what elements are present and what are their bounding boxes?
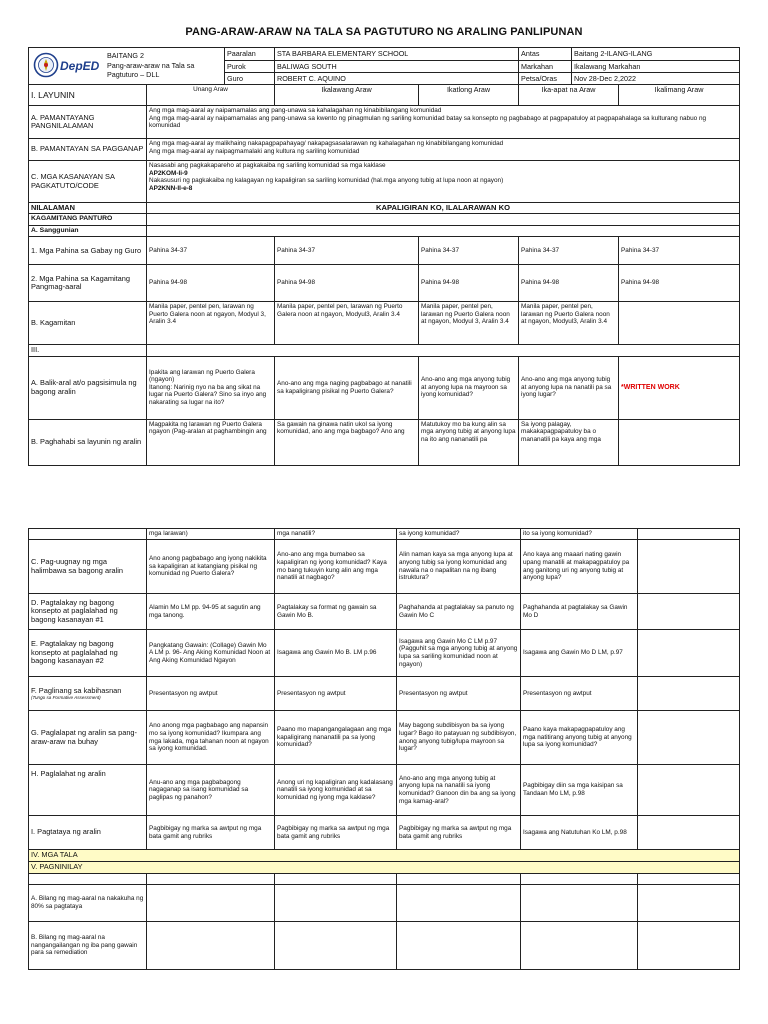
paglalapat-cell: Paano mo mapangangalagaan ang mga kapaligirang nananatili pa sa iyong komunidad? xyxy=(275,711,397,765)
dll-table-page-1 xyxy=(28,47,740,466)
pamantayang-pangnilalaman-text: Ang mga mag-aaral ay naipamamalas ang pang-unawa sa kahalagahan ng kinabibilangang komunidad Ang mga mag-aaral ay naipamamalas ang pang-unawa sa kwento ng pinagmulan ng sariling komunidad batay sa konsepto ng pagbabago at pagpapatuloy at pagpapahalaga sa kulturang nabuo ng komunidad xyxy=(147,106,740,139)
kagamitang-pangmag-aaral-cell: Pahina 94-98 xyxy=(619,265,740,302)
paghahabi-label: B. Paghahabi sa layunin ng aralin xyxy=(29,419,147,465)
kasanayan-text: Nasasabi ang pagkakapareho at pagkakaiba ng sariling komunidad sa mga kaklase AP2KOM-Ii-9 Nakasusuri ng pagkakaiba ng kalagayan ng kapaligiran sa sariling komunidad (hal.mga anyong tubig at lupa noon at ngayon) AP2KNN-II-e-8 xyxy=(147,161,740,203)
day-1-heading: Unang Araw xyxy=(147,85,275,106)
pagtalakay-2-cell: Pangkatang Gawain: (Collage) Gawin Mo A LM p. 96- Ang Aking Komunidad Noon at Ang Aking Komunidad Ngayon xyxy=(147,630,275,677)
paglalapat-cell: Ano anong mga pagbabago ang napansin mo sa iyong komunidad? Ikumpara ang mga lakada, mga tahanan noon at ngayon sa iyong komunidad. xyxy=(147,711,275,765)
pag-uugnay-cell: Ano kaya ang maaari nating gawin upang manatili at makapagpatuloy pa ang ganitong uri ng anyong tubig at anyong lupa? xyxy=(521,540,638,594)
pagtalakay-1-cell xyxy=(638,594,740,630)
kagamitan-cell: Manila paper, pentel pen, larawan ng Puerto Galera noon at ngayon, Modyul3, Aralin 3.4 xyxy=(519,302,619,345)
bilang-remediation-label: B. Bilang ng mag-aaral na nangangailangan ng iba pang gawain para sa remediation xyxy=(29,922,147,970)
petsa-label: Petsa/Oras xyxy=(519,73,572,85)
pagtataya-label: I. Pagtataya ng aralin xyxy=(29,816,147,850)
paglalapat-cell: May bagong subdibisyon ba sa iyong lugar? Bago ito patayuan ng subdibisyon, anong anyong tubig/lupa mayroon sa lugar? xyxy=(397,711,521,765)
paglinang-label: F. Paglinang sa kabihasnan (Tungo sa Formative Assessment) xyxy=(29,677,147,711)
pag-uugnay-cell: Ano anong pagbabago ang iyong nakikita sa kapaligiran at katangiang pisikal ng komunidad ng Puerto Galera? xyxy=(147,540,275,594)
kagamitang-pangmag-aaral-label: 2. Mga Pahina sa Kagamitang Pangmag-aaral xyxy=(29,265,147,302)
paglinang-cell: Presentasyon ng awtput xyxy=(275,677,397,711)
kagamitang-pangmag-aaral-cell: Pahina 94-98 xyxy=(519,265,619,302)
paghahabi-cell: Sa iyong palagay, makakapagpapatuloy ba o mananatili pa kaya ang mga xyxy=(519,419,619,465)
nilalaman-label: NILALAMAN xyxy=(29,203,147,214)
pagtalakay-1-cell: Paghahanda at pagtalakay sa Gawin Mo D xyxy=(521,594,638,630)
balik-aral-cell: Ano-ano ang mga anyong tubig at anyong lupa na nanatili pa sa iyong lugar? xyxy=(519,356,619,419)
kagamitang-pangmag-aaral-cell: Pahina 94-98 xyxy=(147,265,275,302)
pag-uugnay-cell: Alin naman kaya sa mga anyong lupa at anyong tubig sa iyong komunidad ang nawala na o napalitan na ng ibang istruktura? xyxy=(397,540,521,594)
guro-value: ROBERT C. AQUINO xyxy=(275,73,519,85)
markahan-value: Ikalawang Markahan xyxy=(572,61,740,73)
kagamitan-label: B. Kagamitan xyxy=(29,302,147,345)
antas-label: Antas xyxy=(519,48,572,61)
paglinang-cell: Presentasyon ng awtput xyxy=(147,677,275,711)
pagtalakay-2-cell xyxy=(638,630,740,677)
pagninilay-heading: V. PAGNINILAY xyxy=(29,862,740,874)
balik-aral-cell: Ipakita ang larawan ng Puerto Galera (ngayon) Itanong: Narinig nyo na ba ang sikat na lugar na Puerto Galera? Sino sa inyo ang nakarating sa lugar na ito? xyxy=(147,356,275,419)
pagtalakay-2-cell: Isagawa ang Gawin Mo C LM p.97 (Pagguhit sa mga anyong tubig at anyong lupa sa sariling komunidad noon at ngayon) xyxy=(397,630,521,677)
deped-logo-text: DepED xyxy=(60,59,99,73)
gabay-label: 1. Mga Pahina sa Gabay ng Guro xyxy=(29,237,147,265)
day-3-heading: Ikatlong Araw xyxy=(419,85,519,106)
paglalahat-cell: Pagbibigay diin sa mga kaisipan sa Tandaan Mo LM, p.98 xyxy=(521,765,638,816)
continuation-cell: mga nanatili? xyxy=(275,529,397,540)
gabay-cell: Pahina 34-37 xyxy=(147,237,275,265)
kagamitang-pangmag-aaral-cell: Pahina 94-98 xyxy=(419,265,519,302)
paghahabi-cell xyxy=(619,419,740,465)
guro-label: Guro xyxy=(225,73,275,85)
pamantayan-sa-pagganap-label: B. PAMANTAYAN SA PAGGANAP xyxy=(29,139,147,161)
paghahabi-cell: Magpakita ng larawan ng Puerto Galera ngayon (Pag-aralan at paghambingin ang xyxy=(147,419,275,465)
continuation-cell: sa iyong komunidad? xyxy=(397,529,521,540)
kasanayan-label: C. MGA KASANAYAN SA PAGKATUTO/CODE xyxy=(29,161,147,203)
day-4-heading: Ika-apat na Araw xyxy=(519,85,619,106)
gabay-cell: Pahina 34-37 xyxy=(419,237,519,265)
kagamitan-cell: Manila paper, pentel pen, larawan ng Puerto Galera noon at ngayon, Modyul 3, Aralin 3.4 xyxy=(419,302,519,345)
section-iii-label: III. xyxy=(29,345,147,356)
written-work-note: *WRITTEN WORK xyxy=(619,356,740,419)
pagtalakay-2-cell: Isagawa ang Gawin Mo B. LM p.96 xyxy=(275,630,397,677)
pamantayang-pangnilalaman-label: A. PAMANTAYANG PANGNILALAMAN xyxy=(29,106,147,139)
pag-uugnay-cell: Ano-ano ang mga bumabeo sa kapaligiran ng iyong komunidad? Kaya mo bang tukuyin kung alin ang mga nanatili at nagbago? xyxy=(275,540,397,594)
continuation-cell: mga larawan) xyxy=(147,529,275,540)
paglalahat-cell xyxy=(638,765,740,816)
kagamitang-panturo-label: KAGAMITANG PANTURO xyxy=(29,214,147,225)
paghahabi-cell: Matutukoy mo ba kung alin sa mga anyong tubig at anyong lupa na ito ang nananatili pa xyxy=(419,419,519,465)
pagtataya-cell xyxy=(638,816,740,850)
layunin-heading: I. LAYUNIN xyxy=(29,85,147,106)
gabay-cell: Pahina 34-37 xyxy=(519,237,619,265)
deped-seal-icon xyxy=(33,52,99,78)
paglinang-cell xyxy=(638,677,740,711)
continuation-cell xyxy=(638,529,740,540)
petsa-value: Nov 28-Dec 2,2022 xyxy=(572,73,740,85)
pag-uugnay-cell xyxy=(638,540,740,594)
pagtalakay-2-label: E. Pagtalakay ng bagong konsepto at paglalahad ng bagong kasanayan #2 xyxy=(29,630,147,677)
paglalapat-cell xyxy=(638,711,740,765)
kagamitang-pangmag-aaral-cell: Pahina 94-98 xyxy=(275,265,419,302)
balik-aral-cell: Ano-ano ang mga anyong tubig at anyong lupa na mayroon sa iyong komunidad? xyxy=(419,356,519,419)
day-5-heading: Ikalimang Araw xyxy=(619,85,740,106)
paglinang-sub-label: (Tungo sa Formative Assessment) xyxy=(31,695,101,701)
sanggunian-label: A. Sanggunian xyxy=(29,225,147,236)
pagtalakay-1-cell: Paghahanda at pagtalakay sa panuto ng Gawin Mo C xyxy=(397,594,521,630)
pag-uugnay-label: C. Pag-uugnay ng mga halimbawa sa bagong aralin xyxy=(29,540,147,594)
purok-value: BALIWAG SOUTH xyxy=(275,61,519,73)
paglalapat-label: G. Paglalapat ng aralin sa pang-araw-araw na buhay xyxy=(29,711,147,765)
continuation-cell: ito sa iyong komunidad? xyxy=(521,529,638,540)
paglalahat-label: H. Paglalahat ng aralin xyxy=(29,765,147,816)
balik-aral-cell: Ano-ano ang mga naging pagbabago at nanatili sa kapaligirang pisikal ng Puerto Galera? xyxy=(275,356,419,419)
paglalapat-cell: Paano kaya makapagpapatuloy ang mga natitirang anyong tubig at anyong lupa sa iyong komunidad? xyxy=(521,711,638,765)
nilalaman-text: KAPALIGIRAN KO, ILALARAWAN KO xyxy=(147,203,740,214)
paglinang-cell: Presentasyon ng awtput xyxy=(521,677,638,711)
purok-label: Purok xyxy=(225,61,275,73)
pagtataya-cell: Pagbibigay ng marka sa awtput ng mga bata gamit ang rubriks xyxy=(275,816,397,850)
balik-aral-label: A. Balik-aral at/o pagsisimula ng bagong aralin xyxy=(29,356,147,419)
kagamitan-cell: Manila paper, pentel pen, larawan ng Puerto Galera noon at ngayon, Modyul3, Aralin 3.4 xyxy=(275,302,419,345)
paglalahat-cell: Anu-ano ang mga pagbabagong nagaganap sa isang komunidad sa paglipas ng panahon? xyxy=(147,765,275,816)
day-2-heading: Ikalawang Araw xyxy=(275,85,419,106)
pagtalakay-1-cell: Alamin Mo LM pp. 94-95 at sagutin ang mga tanong. xyxy=(147,594,275,630)
markahan-label: Markahan xyxy=(519,61,572,73)
kagamitan-cell: Manila paper, pentel pen, larawan ng Puerto Galera noon at ngayon, Modyul 3, Aralin 3.4 xyxy=(147,302,275,345)
kagamitan-cell xyxy=(619,302,740,345)
pagtataya-cell: Pagbibigay ng marka sa awtput ng mga bata gamit ang rubriks xyxy=(147,816,275,850)
header-branding xyxy=(29,48,225,85)
pagtalakay-1-label: D. Pagtalakay ng bagong konsepto at paglalahad ng bagong kasanayan #1 xyxy=(29,594,147,630)
bilang-80-label: A. Bilang ng mag-aaral na nakakuha ng 80% sa pagtataya xyxy=(29,885,147,922)
paglinang-cell: Presentasyon ng awtput xyxy=(397,677,521,711)
pagtataya-cell: Isagawa ang Natutuhan Ko LM, p.98 xyxy=(521,816,638,850)
gabay-cell: Pahina 34-37 xyxy=(619,237,740,265)
dll-table-page-2 xyxy=(28,528,740,970)
paaralan-label: Paaralan xyxy=(225,48,275,61)
grade-dll-label: BAITANG 2 Pang-araw-araw na Tala sa Pagtuturo – DLL xyxy=(107,51,195,79)
pagtataya-cell: Pagbibigay ng marka sa awtput ng mga bata gamit ang rubriks xyxy=(397,816,521,850)
mga-tala-heading: IV. MGA TALA xyxy=(29,850,740,862)
gabay-cell: Pahina 34-37 xyxy=(275,237,419,265)
paghahabi-cell: Sa gawain na ginawa natin ukol sa iyong komunidad, ano ang mga bagbago? Ano ang xyxy=(275,419,419,465)
antas-value: Baitang 2-ILANG-ILANG xyxy=(572,48,740,61)
paglalahat-cell: Ano-ano ang mga anyong tubig at anyong lupa na nanatili sa iyong komunidad? Ganoon din ba ang sa iyong mga kamag-aral? xyxy=(397,765,521,816)
pagtalakay-2-cell: Isagawa ang Gawin Mo D LM, p.97 xyxy=(521,630,638,677)
paaralan-value: STA BARBARA ELEMENTARY SCHOOL xyxy=(275,48,519,61)
pamantayan-sa-pagganap-text: Ang mga mag-aaral ay malikhaing nakapagpapahayag/ nakapagsasalarawan ng kahalagahan ng kinabibilangang komunidad Ang mga mag-aaral ay naipagmamalaki ang kultura ng sariling komunidad xyxy=(147,139,740,161)
document-title: PANG-ARAW-ARAW NA TALA SA PAGTUTURO NG ARALING PANLIPUNAN xyxy=(185,26,583,38)
pagtalakay-1-cell: Pagtalakay sa format ng gawain sa Gawin Mo B. xyxy=(275,594,397,630)
paglalahat-cell: Anong uri ng kapaligiran ang kadalasang nanatili sa iyong komunidad at sa komunidad ng iyong mga kaklase? xyxy=(275,765,397,816)
